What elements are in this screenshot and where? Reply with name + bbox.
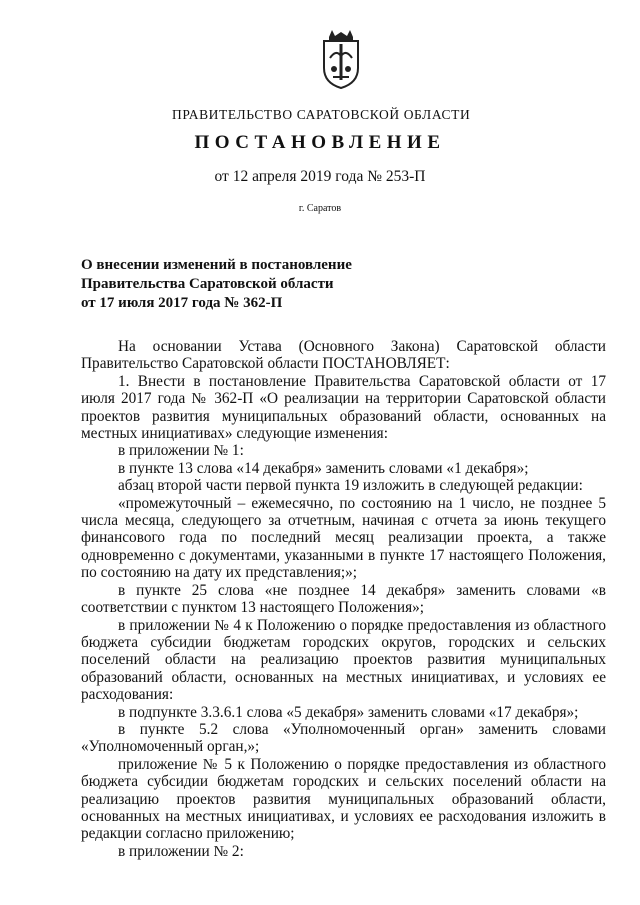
subject-line: Правительства Саратовской области (81, 276, 334, 292)
document-type-title: ПОСТАНОВЛЕНИЕ (194, 132, 446, 153)
body-paragraph: приложение № 5 к Положению о порядке предоставления из областного бюджета субсидии бюджетам городских и сельских поселений области на реализацию проектов развития муниципальных образований области, основанных на местных инициативах, и условиях ее расходования изложить в редакции согласно приложению; (81, 755, 606, 843)
body-paragraph: 1. Внести в постановление Правительства Саратовской области от 17 июля 2017 года № 362-П «О реализации на территории Саратовской области проектов развития муниципальных образований области, основанных на местных инициативах» следующие изменения: (81, 372, 606, 443)
body-paragraph: в приложении № 2: (118, 842, 244, 860)
document-date-number: от 12 апреля 2019 года № 253-П (214, 168, 426, 185)
document-city: г. Саратов (298, 203, 342, 214)
body-paragraph: На основании Устава (Основного Закона) Саратовской области Правительство Саратовской области ПОСТАНОВЛЯЕТ: (81, 338, 606, 373)
body-paragraph: «промежуточный – ежемесячно, по состоянию на 1 число, не позднее 5 числа месяца, следующего за отчетным, начиная с отчета за июнь текущего финансового года по последний месяц реализации проекта, а также одновременно с документами, указанными в пункте 17 настоящего Положения, по состоянию на дату их представления;»; (81, 494, 606, 582)
body-paragraph: в пункте 25 слова «не позднее 14 декабря» заменить словами «в соответствии с пунктом 13 настоящего Положения»; (81, 581, 606, 617)
body-paragraph: в пункте 13 слова «14 декабря» заменить словами «1 декабря»; (118, 459, 529, 477)
government-name: ПРАВИТЕЛЬСТВО САРАТОВСКОЙ ОБЛАСТИ (172, 107, 471, 122)
coat-of-arms-icon (320, 28, 362, 90)
body-paragraph: в приложении № 4 к Положению о порядке предоставления из областного бюджета субсидии бюджетам городских округов, городских и сельских поселений области на реализацию проектов развития муниципальных образований области, основанных на местных инициативах, и условиях ее расходования: (81, 616, 606, 704)
body-paragraph: в подпункте 3.3.6.1 слова «5 декабря» заменить словами «17 декабря»; (118, 703, 579, 721)
document-subject (81, 256, 421, 313)
subject-line: от 17 июля 2017 года № 362-П (81, 295, 283, 311)
document-body (81, 338, 606, 860)
body-paragraph: в приложении № 1: (118, 442, 244, 460)
subject-line: О внесении изменений в постановление (81, 257, 352, 273)
body-paragraph: в пункте 5.2 слова «Уполномоченный орган» заменить словами «Уполномоченный орган,»; (81, 720, 606, 756)
body-paragraph: абзац второй части первой пункта 19 изложить в следующей редакции: (118, 477, 583, 495)
